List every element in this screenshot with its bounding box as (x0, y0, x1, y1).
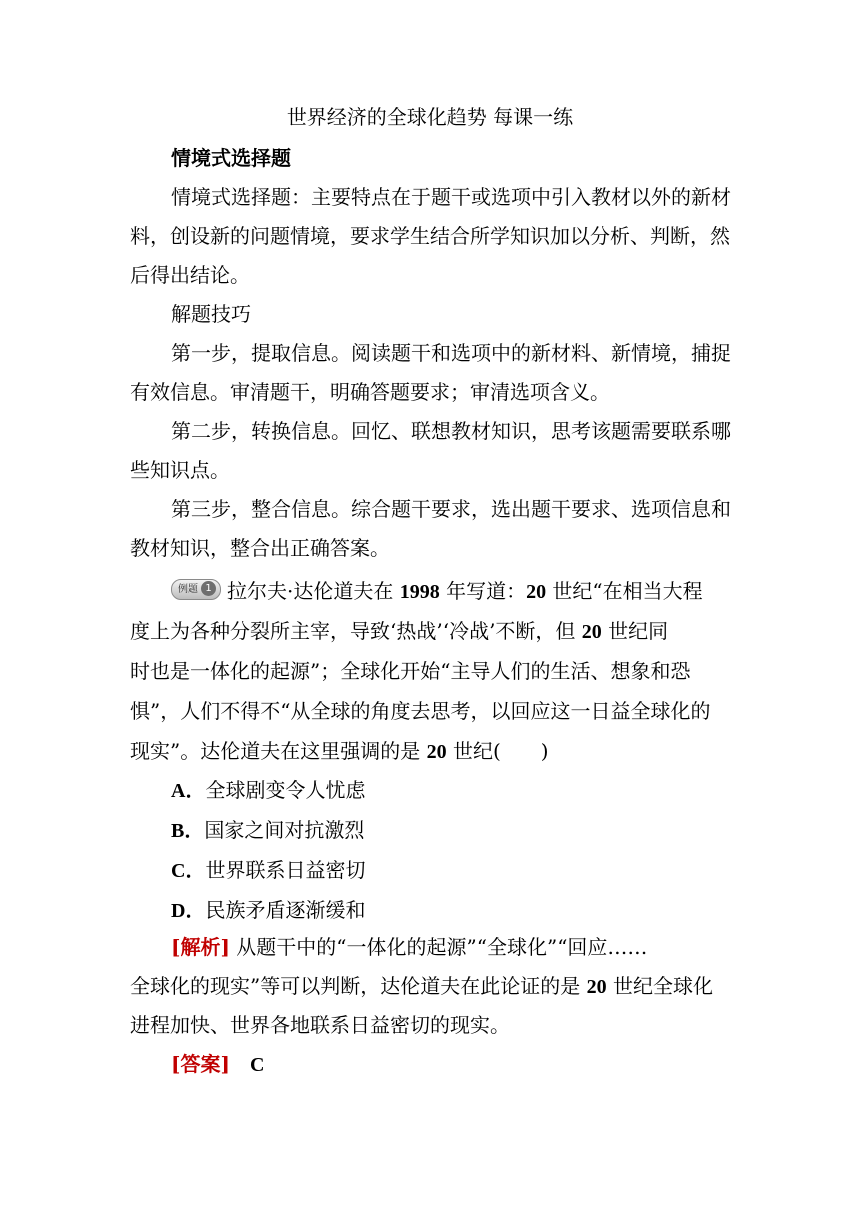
analysis-text: 世纪全球化 (606, 974, 713, 998)
century-number: 20 (426, 741, 447, 763)
example-badge-label: 例题 (178, 584, 198, 595)
example-line (130, 735, 730, 768)
option-text: 民族矛盾逐渐缓和 (205, 898, 366, 922)
analysis-text: 全球化的现实”等可以判断，达伦道夫在此论证的是 (130, 974, 587, 998)
example-text: 度上为各种分裂所主宰，导致‘热战’‘冷战’不断，但 (130, 619, 582, 643)
example-line (171, 575, 731, 608)
page-title: 世界经济的全球化趋势 每课一练 (286, 105, 574, 129)
century-number: 20 (586, 976, 607, 998)
analysis-line (130, 970, 730, 1003)
analysis-text: 从题干中的“一体化的起源”“全球化”“回应…… (229, 935, 648, 959)
year-number: 1998 (399, 581, 440, 603)
step-line: 有效信息。审清题干，明确答题要求；审清选项含义。 (130, 380, 610, 404)
example-badge-number: 1 (201, 581, 216, 596)
answer-value: C (249, 1054, 265, 1076)
analysis-line: 进程加快、世界各地联系日益密切的现实。 (130, 1013, 510, 1037)
step-line: 些知识点。 (130, 458, 230, 482)
tips-heading: 解题技巧 (171, 302, 251, 326)
example-text: 世纪( ) (446, 739, 549, 763)
answer-line (171, 1048, 731, 1081)
example-text: 拉尔夫·达伦道夫在 (227, 579, 400, 603)
intro-line: 料，创设新的问题情境，要求学生结合所学知识加以分析、判断，然 (130, 224, 730, 248)
example-badge (171, 579, 221, 600)
analysis-line (171, 931, 731, 963)
analysis-tag: [解析] (171, 935, 230, 959)
example-line (130, 615, 730, 648)
example-text: 世纪“在相当大程 (546, 579, 703, 603)
example-line: 时也是一体化的起源”；全球化开始“主导人们的生活、想象和恐 (130, 659, 691, 683)
option-d (171, 894, 731, 927)
option-letter: B． (171, 820, 205, 842)
example-line: 惧”，人们不得不“从全球的角度去思考，以回应这一日益全球化的 (130, 699, 711, 723)
option-letter: A． (171, 780, 206, 802)
example-text: 世纪同 (601, 619, 669, 643)
step-line: 第二步，转换信息。回忆、联想教材知识，思考该题需要联系哪 (171, 419, 731, 443)
example-text: 现实”。达伦道夫在这里强调的是 (130, 739, 427, 763)
intro-line: 情境式选择题：主要特点在于题干或选项中引入教材以外的新材 (171, 185, 731, 209)
step-line: 第三步，整合信息。综合题干要求，选出题干要求、选项信息和 (171, 497, 731, 521)
option-b (171, 814, 731, 847)
example-text: 年写道： (439, 579, 527, 603)
option-text: 国家之间对抗激烈 (204, 818, 365, 842)
intro-line: 后得出结论。 (130, 263, 250, 287)
century-number: 20 (526, 581, 547, 603)
step-line: 第一步，提取信息。阅读题干和选项中的新材料、新情境，捕捉 (171, 341, 731, 365)
option-letter: D． (171, 900, 206, 922)
option-a (171, 774, 731, 807)
section-heading: 情境式选择题 (171, 146, 291, 170)
option-text: 全球剧变令人忧虑 (205, 778, 366, 802)
answer-tag: [答案] (171, 1052, 230, 1076)
step-line: 教材知识，整合出正确答案。 (130, 536, 390, 560)
option-letter: C． (171, 860, 206, 882)
option-c (171, 854, 731, 887)
option-text: 世界联系日益密切 (205, 858, 366, 882)
century-number: 20 (581, 621, 602, 643)
